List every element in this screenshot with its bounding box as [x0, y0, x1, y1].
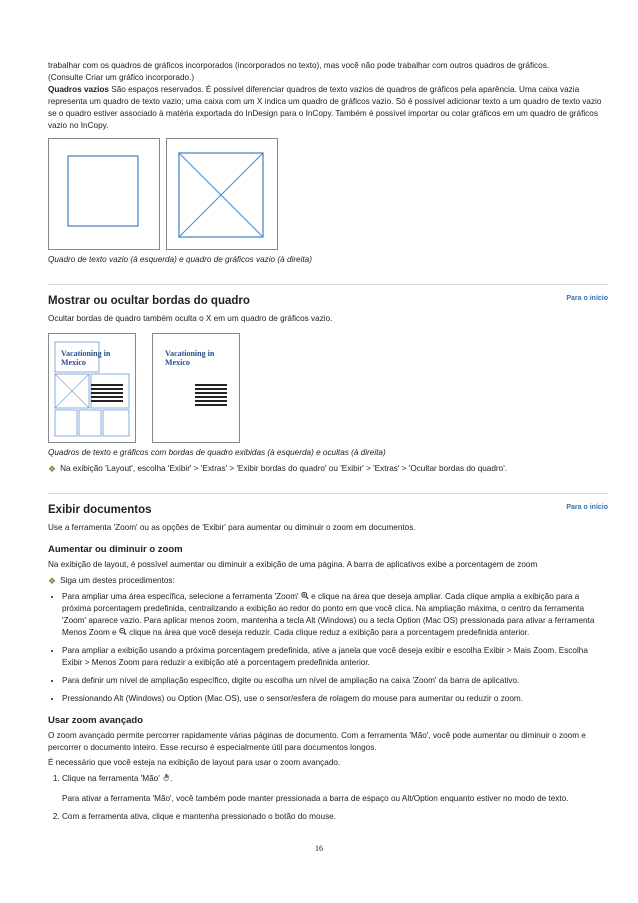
frame-edges-hidden-image	[152, 333, 240, 443]
zoom-step	[48, 575, 608, 587]
bullet-text: clique na área que você deseja reduzir. Cada clique reduz a exibição para a porcentagem predefinida anterior.	[129, 628, 530, 637]
mock-text-line	[91, 392, 123, 394]
list-item	[62, 773, 608, 805]
document-page	[48, 60, 608, 829]
empty-text-frame-image	[48, 138, 160, 250]
zoom-step-text: Siga um destes procedimentos:	[60, 576, 175, 585]
section2-title: Exibir documentos	[48, 504, 152, 516]
advanced-zoom-text-2: É necessário que você esteja na exibição de layout para usar o zoom avançado.	[48, 758, 341, 767]
mock-text-line	[91, 396, 123, 398]
zoom-in-icon	[301, 591, 309, 600]
section1-text: Ocultar bordas de quadro também oculta o X em um quadro de gráficos vazio.	[48, 314, 333, 323]
frame-edges-shown-image	[48, 333, 136, 443]
frame-edges-caption: Quadros de texto e gráficos com bordas de quadro exibidas (à esquerda) e ocultas (à direita)	[48, 448, 386, 457]
mock-text-line	[91, 400, 123, 402]
empty-frames-label: Quadros vazios	[48, 85, 109, 94]
empty-text-frame-graphic	[49, 139, 159, 249]
bullet-text: Para ampliar uma área específica, selecione a ferramenta 'Zoom'	[62, 592, 299, 601]
mock-text-line	[91, 384, 123, 386]
zoom-out-icon	[119, 627, 127, 636]
zoom-options-list	[48, 591, 608, 705]
empty-frames-caption: Quadro de texto vazio (à esquerda) e quadro de gráficos vazio (à direita)	[48, 255, 312, 264]
mock-title-a: Vacationing in	[165, 349, 215, 358]
intro-line-2: (Consulte Criar um gráfico incorporado.)	[48, 73, 195, 82]
advanced-zoom-text-1: O zoom avançado permite percorrer rapidamente várias páginas de documento. Com a ferramenta 'Mão', você pode aumentar ou diminuir o zoom e percorrer o documento inteiro. Esse recurso é especialmente útil para documentos longos.	[48, 731, 586, 752]
empty-graphics-frame-graphic	[167, 139, 277, 249]
back-to-top-link[interactable]: Para o início	[566, 295, 608, 302]
step-bullet-icon: ❖	[48, 464, 57, 474]
step-text: Clique na ferramenta 'Mão'	[62, 774, 160, 783]
list-item: 2. Com a ferramenta ativa, clique e mantenha pressionado o botão do mouse.	[62, 811, 608, 823]
mock-title-b: Mexico	[61, 358, 86, 367]
section1-header	[48, 285, 608, 313]
bullet-text: e clique na área que deseja ampliar. Cada clique amplia a exibição para a próxima porcentagem predefinida, centralizando a exibição ao redor do ponto em que você clica. Na ampliação máxima, o centro da ferramenta 'Zoom' aparece vazio. Para aplicar menos zoom, mantenha a tecla Alt (Windows) ou a tecla Option (Mac OS) pressionada para ativar a ferramenta Menos Zoom e	[62, 592, 595, 637]
mock-text-line	[91, 388, 123, 390]
list-item: • Para ampliar a exibição usando a próxima porcentagem predefinida, ative a janela que você deseja exibir e escolha Exibir > Mais Zoom. Escolha Exibir > Menos Zoom para reduzir a exibição até a porcentagem predefinida anterior.	[62, 645, 608, 669]
empty-frames-figure	[48, 138, 608, 250]
advanced-zoom-heading: Usar zoom avançado	[48, 715, 144, 726]
section2-text: Use a ferramenta 'Zoom' ou as opções de 'Exibir' para aumentar ou diminuir o zoom em documentos.	[48, 523, 416, 532]
intro-line-1: trabalhar com os quadros de gráficos incorporados (incorporados no texto), mas você não pode trabalhar com outros quadros de gráficos.	[48, 61, 550, 70]
zoom-text: Na exibição de layout, é possível aumentar ou diminuir a exibição de uma página. A barra de aplicativos exibe a porcentagem de zoom	[48, 560, 538, 569]
mock-title-b: Mexico	[165, 358, 190, 367]
frame-edges-figure	[48, 333, 608, 443]
step-subtext: Para ativar a ferramenta 'Mão', você também pode manter pressionada a barra de espaço ou Alt/Option enquanto estiver no modo de texto.	[62, 794, 569, 803]
advanced-zoom-steps	[48, 773, 608, 823]
list-item	[62, 591, 608, 639]
empty-graphics-frame-image	[166, 138, 278, 250]
step-text-end: .	[170, 774, 173, 783]
mock-text-line	[195, 404, 227, 406]
mock-text-line	[195, 392, 227, 394]
section2-header	[48, 494, 608, 522]
step-bullet-icon: ❖	[48, 576, 57, 586]
section1-step	[48, 463, 608, 475]
mock-text-line	[195, 400, 227, 402]
zoom-heading: Aumentar ou diminuir o zoom	[48, 544, 183, 555]
back-to-top-link[interactable]: Para o início	[566, 504, 608, 511]
list-item: • Para definir um nível de ampliação específico, digite ou escolha um nível de ampliação na caixa 'Zoom' da barra de aplicativo.	[62, 675, 608, 687]
empty-frames-text: São espaços reservados. É possível diferenciar quadros de texto vazios de quadros de gráficos pela aparência. Uma caixa vazia representa um quadro de texto vazio; uma caixa com um X indica um quadro de gráficos vazio. Só é possível adicionar texto a um quadro de texto vazio se o quadro estiver associado à matéria exportada do InDesign para o InCopy. Também é possível importar ou colar gráficos em um quadro de gráficos vazio no InCopy.	[48, 85, 602, 130]
mock-title-a: Vacationing in	[61, 349, 111, 358]
list-item: • Pressionando Alt (Windows) ou Option (Mac OS), use o sensor/esfera de rolagem do mouse para aumentar ou reduzir o zoom.	[62, 693, 608, 705]
section1-step-text: Na exibição 'Layout', escolha 'Exibir' > 'Extras' > 'Exibir bordas do quadro' ou 'Exibir' > 'Extras' > 'Ocultar bordas do quadro'.	[60, 464, 508, 473]
page-number: 16	[315, 844, 323, 853]
mock-text-line	[195, 396, 227, 398]
section1-title: Mostrar ou ocultar bordas do quadro	[48, 295, 250, 307]
empty-frames-paragraph	[48, 84, 608, 132]
hand-tool-icon	[162, 773, 173, 783]
mock-text-line	[195, 384, 227, 386]
mock-text-line	[195, 388, 227, 390]
